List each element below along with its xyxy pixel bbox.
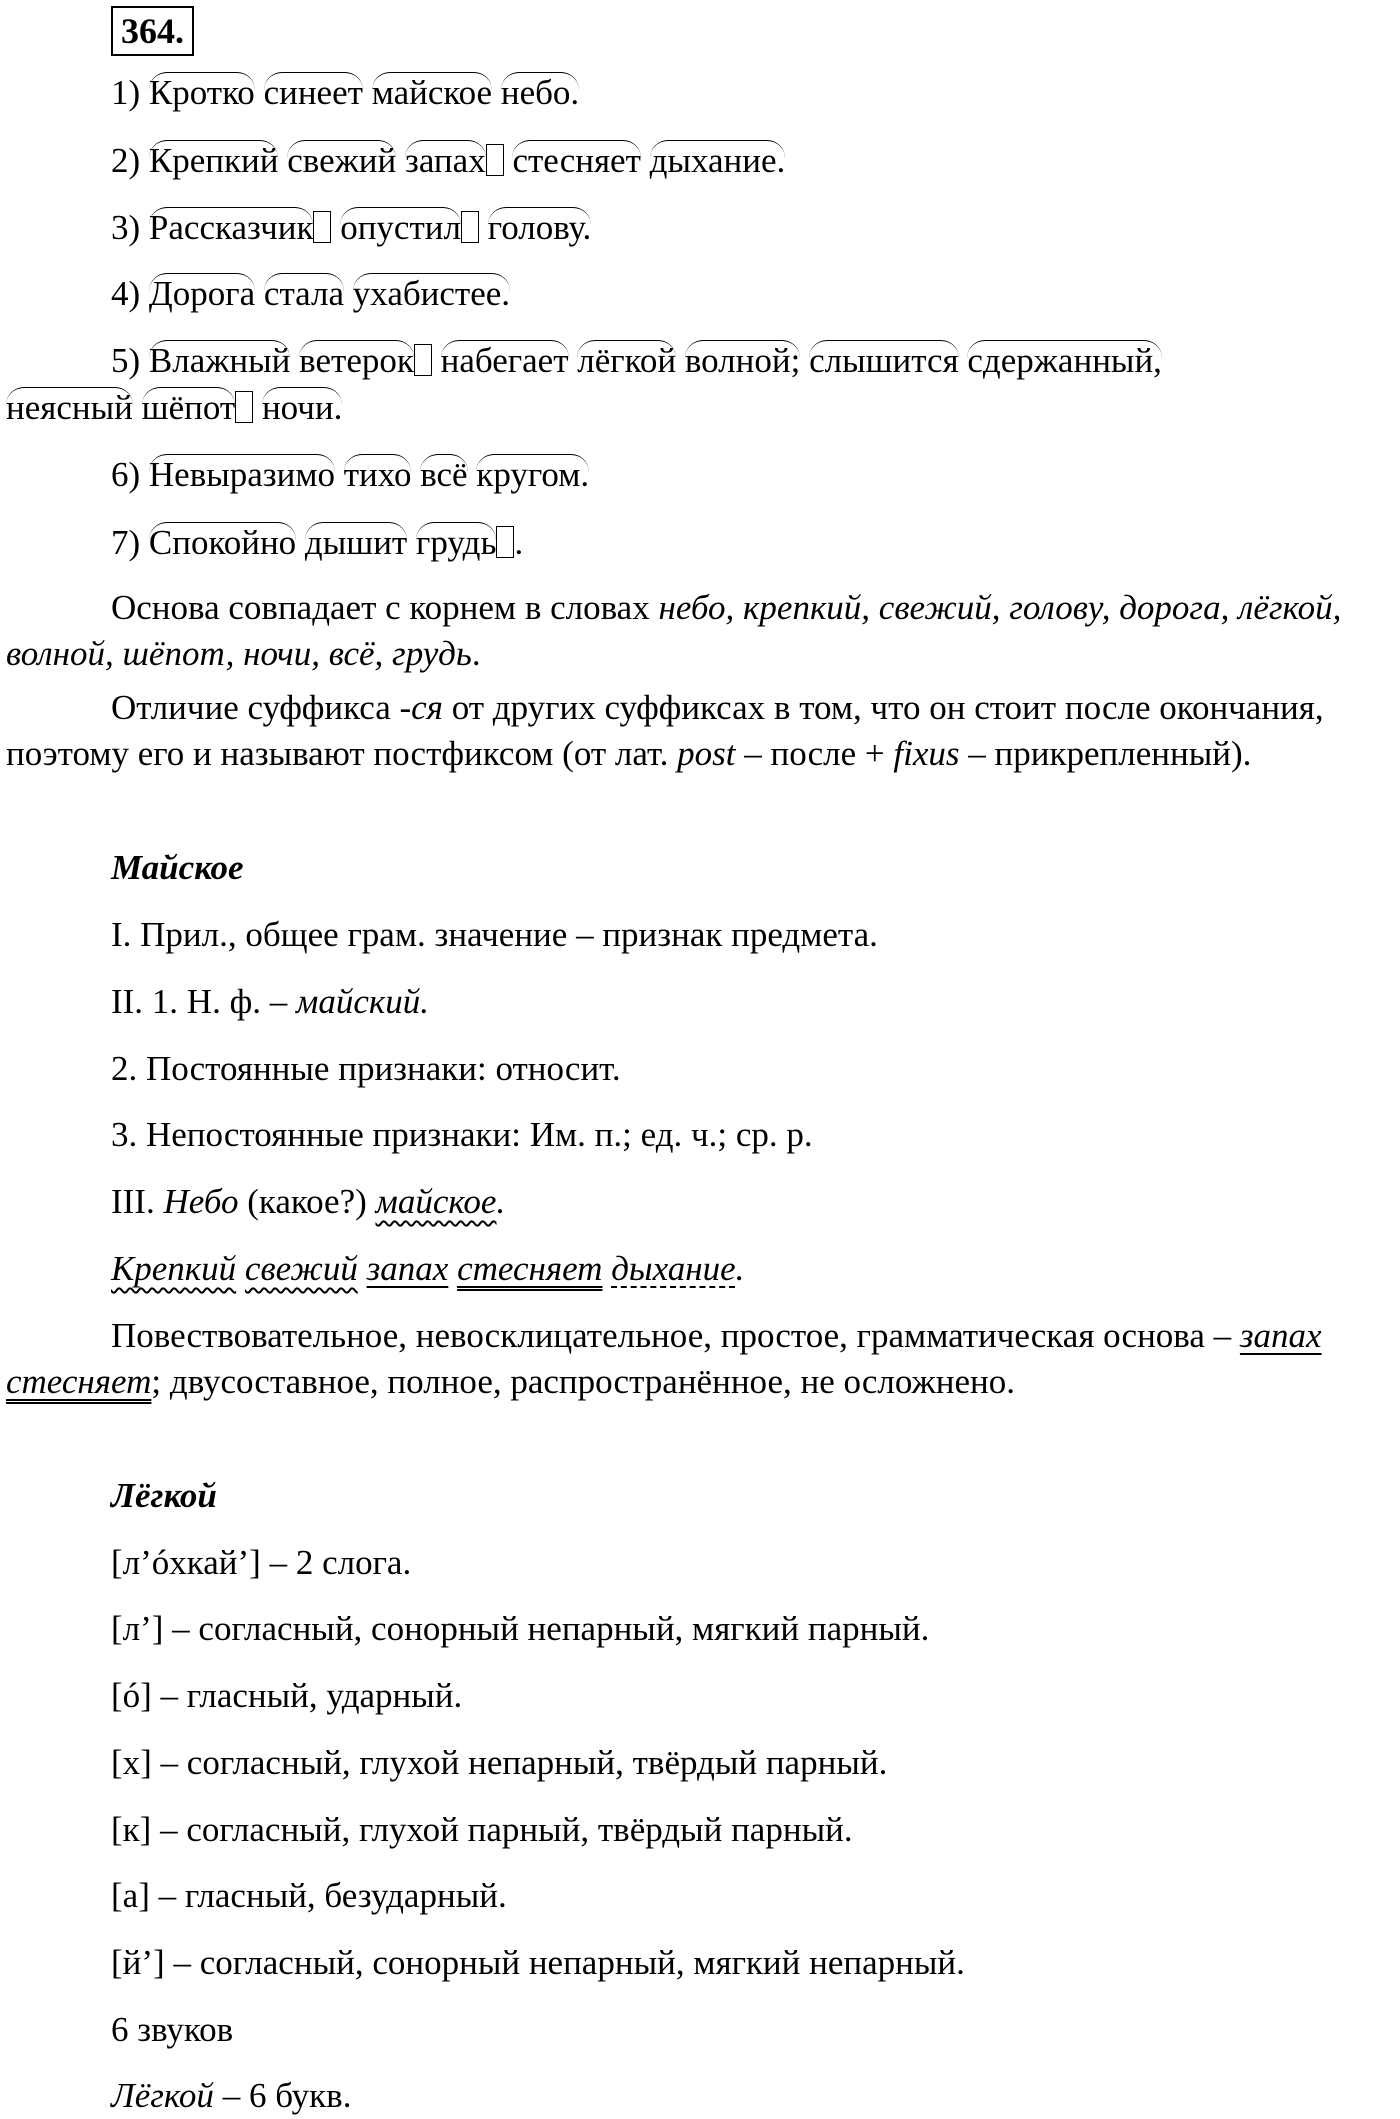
syntax-description: Повествовательное, невосклицательное, простое, грамматическая основа – запах стесняет; двусоставное, полное, распространённое, не осложнено.: [6, 1316, 1322, 1401]
sentence-1: 1) Кротко синеет майское небо.: [111, 73, 580, 112]
null-ending-box: [461, 211, 479, 243]
syntax-sentence: Крепкий свежий запах стесняет дыхание.: [111, 1249, 745, 1288]
sentence-7: 7) Спокойно дышит грудь .: [111, 523, 524, 562]
null-ending-box: [486, 144, 504, 176]
heading-legkoy: Лёгкой: [111, 1476, 217, 1515]
mayskoe-line-4: 3. Непостоянные признаки: Им. п.; ед. ч.; ср. р.: [111, 1115, 813, 1154]
sentence-6: 6) Невыразимо тихо всё кругом.: [111, 455, 590, 494]
phonetic-letter-count: Лёгкой – 6 букв.: [111, 2076, 352, 2115]
sentence-2: 2) Крепкий свежий запах стесняет дыхание.: [111, 141, 786, 180]
phonetic-line-6: [а] – гласный, безударный.: [111, 1876, 507, 1915]
phonetic-line-7: [й’] – согласный, сонорный непарный, мягкий непарный.: [111, 1943, 965, 1982]
paragraph-postfix: Отличие суффикса -ся от других суффиксах в том, что он стоит после окончания, поэтому его и называют постфиксом (от лат. post – после + fixus – прикрепленный).: [6, 688, 1324, 773]
mayskoe-line-1: I. Прил., общее грам. значение – признак предмета.: [111, 915, 878, 954]
null-ending-box: [235, 391, 253, 423]
sentence-5: 5) Влажный ветерок набегает лёгкой волной; слышится сдержанный,: [111, 341, 1162, 380]
null-ending-box: [414, 344, 432, 376]
sentence-3: 3) Рассказчик опустил голову.: [111, 208, 592, 247]
null-ending-box: [496, 526, 514, 558]
phonetic-line-4: [х] – согласный, глухой непарный, твёрдый парный.: [111, 1743, 888, 1782]
sentence-5-cont: неясный шёпот ночи.: [6, 388, 343, 427]
heading-mayskoe: Майское: [111, 848, 244, 887]
phonetic-line-2: [л’] – согласный, сонорный непарный, мягкий парный.: [111, 1609, 930, 1648]
mayskoe-line-5: III. Небо (какое?) майское.: [111, 1182, 506, 1221]
phonetic-sound-count: 6 звуков: [111, 2010, 234, 2049]
phonetic-line-5: [к] – согласный, глухой парный, твёрдый парный.: [111, 1810, 853, 1849]
paragraph-root-basis: Основа совпадает с корнем в словах небо, крепкий, свежий, голову, дорога, лёгкой, волной, шёпот, ночи, всё, грудь.: [6, 588, 1342, 673]
null-ending-box: [313, 211, 331, 243]
mayskoe-line-3: 2. Постоянные признаки: относит.: [111, 1049, 621, 1088]
phonetic-line-1: [л’óхкай’] – 2 слога.: [111, 1543, 412, 1582]
sentence-4: 4) Дорога стала ухабистее.: [111, 274, 511, 313]
exercise-number: 364.: [111, 6, 194, 56]
mayskoe-line-2: II. 1. Н. ф. – майский.: [111, 982, 430, 1021]
phonetic-line-3: [ó] – гласный, ударный.: [111, 1676, 463, 1715]
